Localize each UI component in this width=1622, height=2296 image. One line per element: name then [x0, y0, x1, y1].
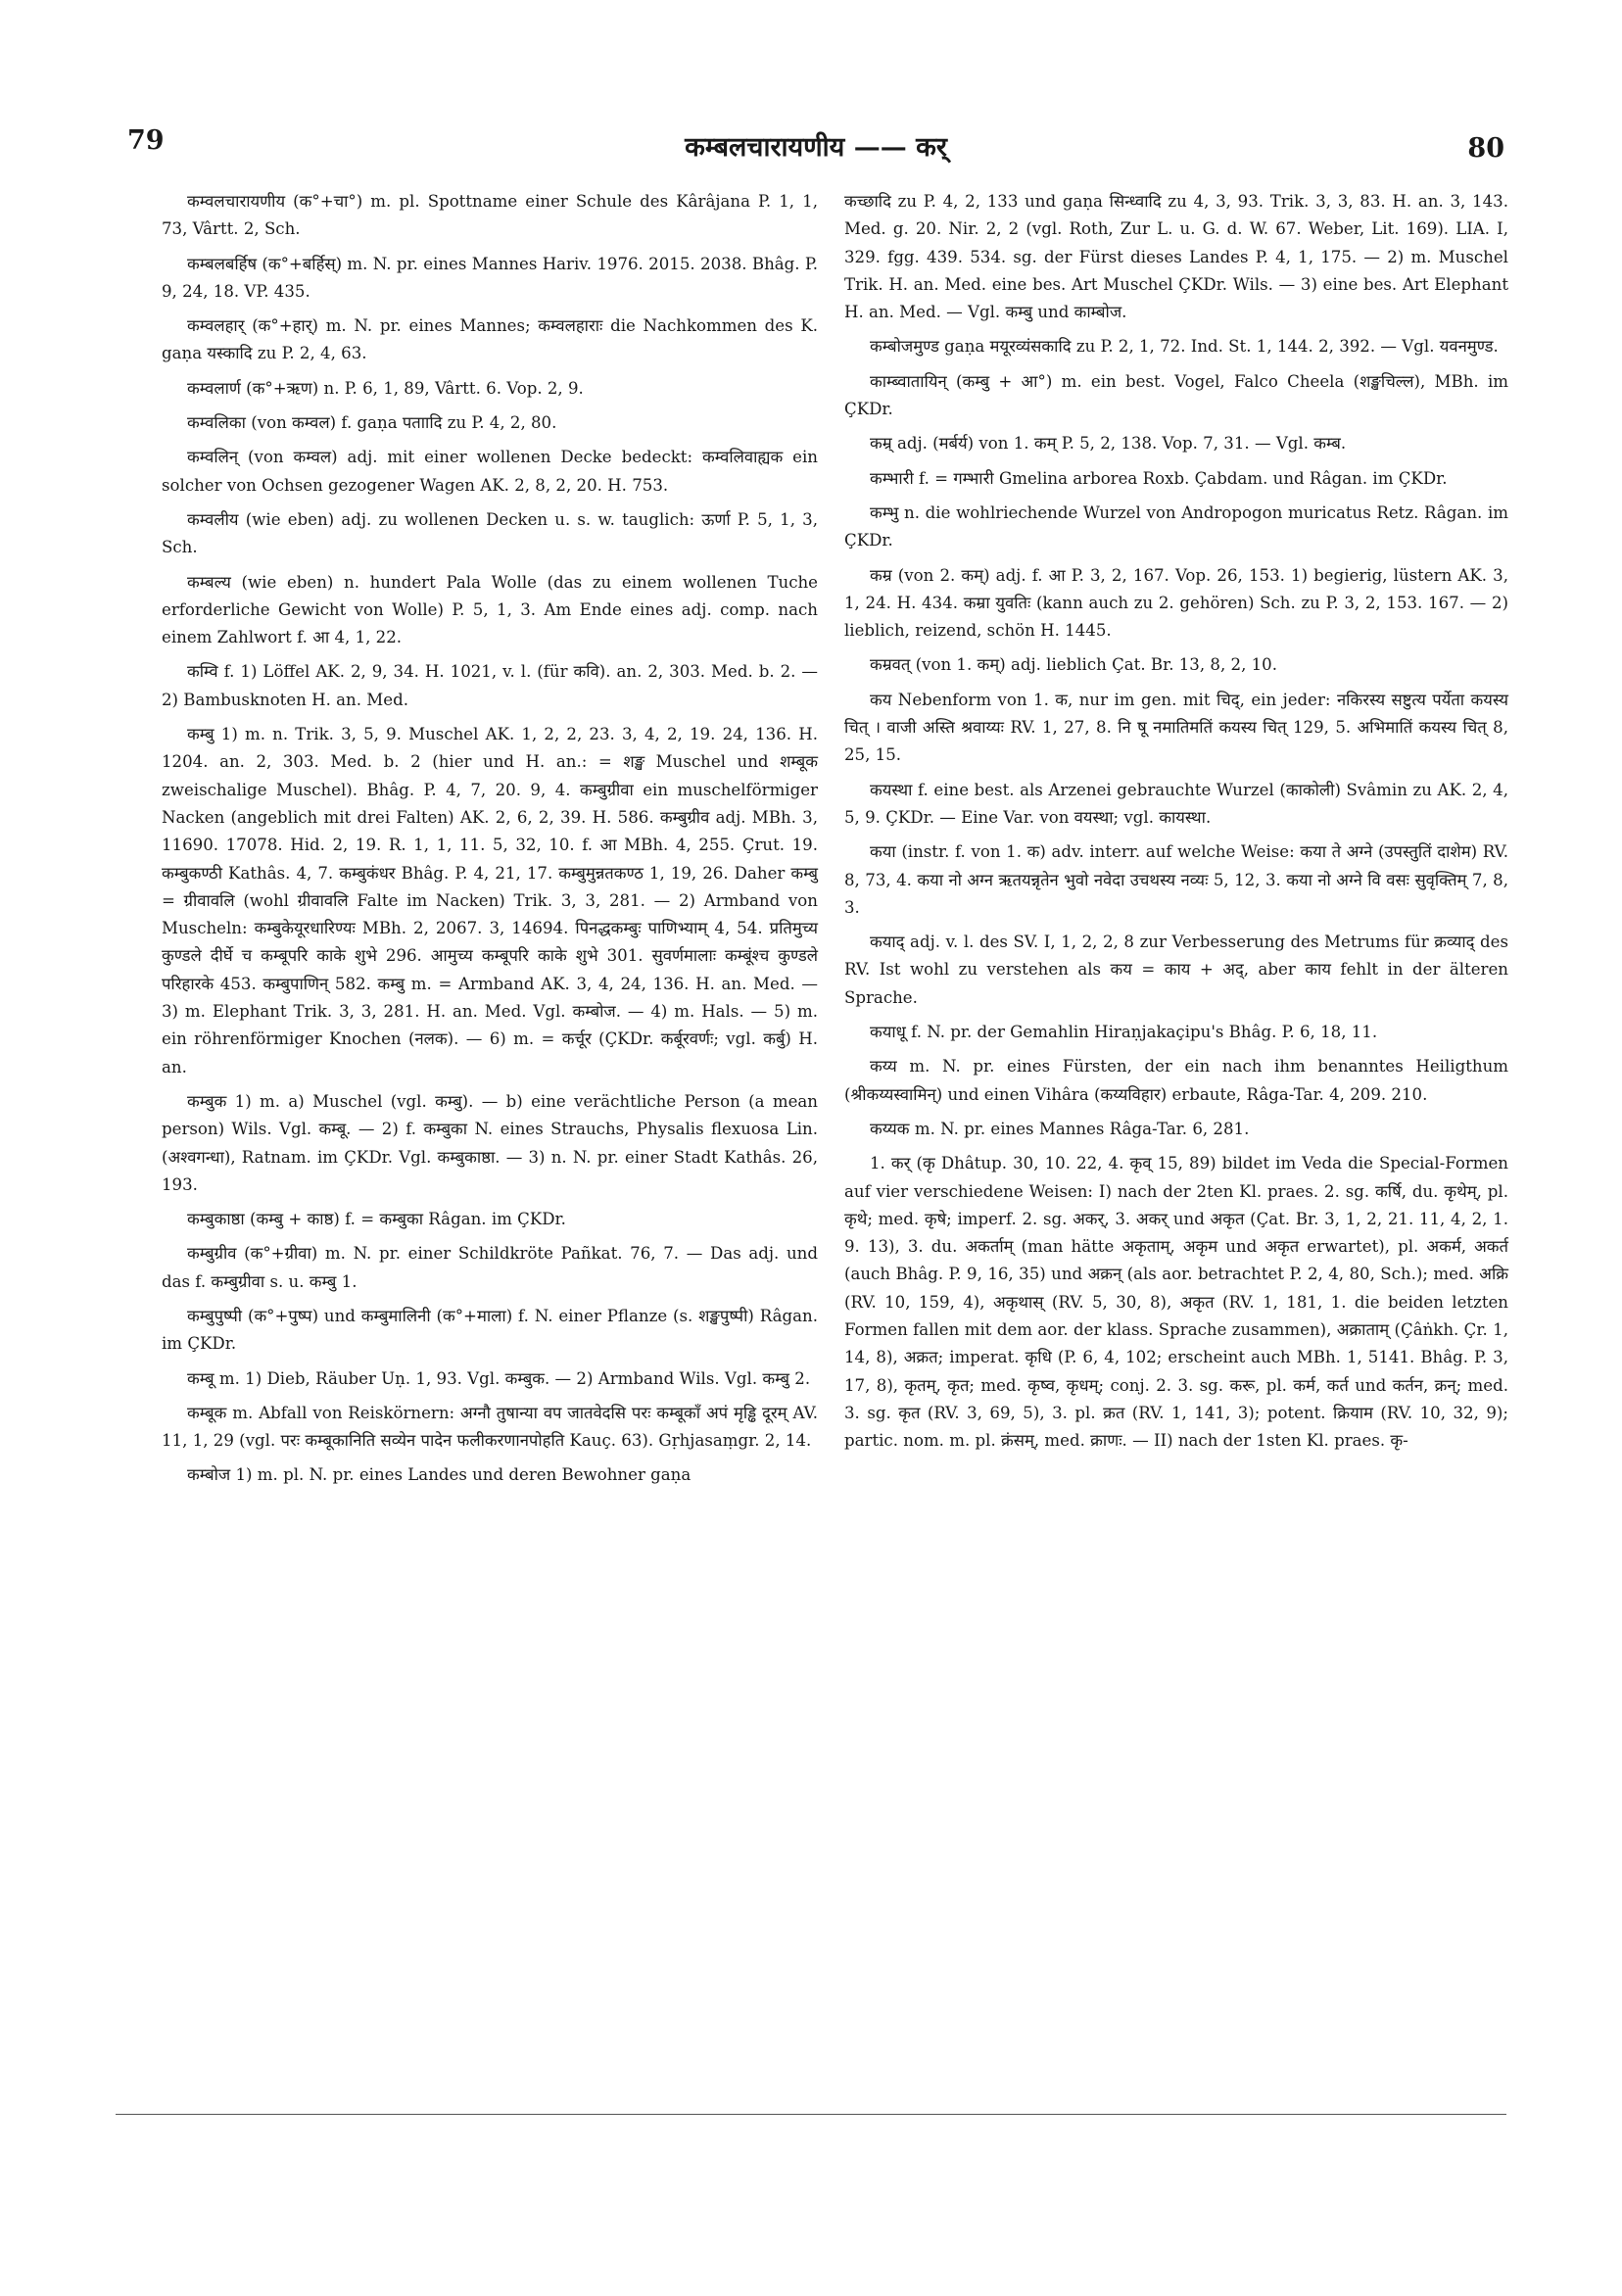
dictionary-entry: काम्ब्वातायिन् (कम्बु + आ°) m. ein best. Vogel, Falco Cheela (शङ्खचिल्ल), MBh. im ÇKDr. [844, 371, 1508, 419]
dictionary-entry: कम्बल्य (wie eben) n. hundert Pala Wolle (das zu einem wollenen Tuche erforderliche Gewicht von Wolle) P. 5, 1, 3. Am Ende eines adj. comp. nach einem Zahlwort f. आ 4, 1, 22. [162, 572, 818, 647]
page-bottom-rule [116, 2114, 1506, 2115]
dictionary-entry: कम्रवत् (von 1. कम्) adj. lieblich Çat. Br. 13, 8, 2, 10. [870, 655, 1278, 675]
dictionary-entry: कम्वलीय (wie eben) adj. zu wollenen Decken u. s. w. tauglich: ऊर्णा P. 5, 1, 3, Sch. [162, 509, 818, 557]
dictionary-entry: कयाधू f. N. pr. der Gemahlin Hiraṇjakaçipu's Bhâg. P. 6, 18, 11. [870, 1023, 1378, 1042]
dictionary-entry: कम्बोजमुण्ड gaṇa मयूरव्यंसकादि zu P. 2, 1, 72. Ind. St. 1, 144. 2, 392. — Vgl. यवनमुण्ड. [870, 337, 1499, 357]
page-number-right: 80 [1467, 133, 1504, 164]
dictionary-entry: कय Nebenform von 1. क, nur im gen. mit चिद्, ein jeder: नकिरस्य सष्टुत्य पर्येता कयस्य चित् । वाजी अस्ति श्रवाय्यः RV. 1, 27, 8. नि षू नमातिमतिं कयस्य चित् 129, 5. अभिमातिं कयस्य चित् 8, 25, 15. [844, 690, 1508, 765]
dictionary-entry-continuation: कच्छादि zu P. 4, 2, 133 und gaṇa सिन्ध्वादि zu 4, 3, 93. Trik. 3, 3, 83. H. an. 3, 143. Med. g. 20. Nir. 2, 2 (vgl. Roth, Zur L. u. G. d. W. 67. Weber, Lit. 169). LIA. I, 329. fgg. 439. 534. sg. der Fürst dieses Landes P. 4, 1, 175. — 2) m. Muschel Trik. H. an. Med. eine bes. Art Muschel ÇKDr. Wils. — 3) eine bes. Art Elephant H. an. Med. — Vgl. कम्बु und काम्बोज. [844, 192, 1508, 322]
dictionary-entry: कया (instr. f. von 1. क) adv. interr. auf welche Weise: कया ते अग्ने (उपस्तुतिं दाशेम) RV. 8, 73, 4. कया नो अग्न ऋतयन्नृतेन भुवो नवेदा उचथस्य नव्यः 5, 12, 3. कया नो अग्ने वि वसः सुवृक्तिम् 7, 8, 3. [844, 842, 1508, 917]
dictionary-entry: कम्बुपुष्पी (क°+पुष्प) und कम्बुमालिनी (क°+माला) f. N. einer Pflanze (s. शङ्खपुष्पी) Râgan. im ÇKDr. [162, 1306, 818, 1354]
dictionary-entry: कम्बू m. 1) Dieb, Räuber Uṇ. 1, 93. Vgl. कम्बुक. — 2) Armband Wils. Vgl. कम्बु 2. [187, 1368, 811, 1388]
dictionary-entry: कय्यक m. N. pr. eines Mannes Râga-Tar. 6, 281. [870, 1119, 1250, 1138]
dictionary-entry: कम्बुग्रीव (क°+ग्रीवा) m. N. pr. einer Schildkröte Pañkat. 76, 7. — Das adj. und das f. कम्बुग्रीवा s. u. कम्बु 1. [162, 1244, 818, 1291]
dictionary-entry: कम्वि f. 1) Löffel AK. 2, 9, 34. H. 1021, v. l. (für कवि). an. 2, 303. Med. b. 2. — 2) Bambusknoten H. an. Med. [162, 662, 818, 709]
right-column [844, 188, 1508, 1455]
dictionary-entry: कम्बुकाष्ठा (कम्बु + काष्ठ) f. = कम्बुका Râgan. im ÇKDr. [187, 1210, 566, 1229]
dictionary-entry: कयाद् adj. v. l. des SV. I, 1, 2, 2, 8 zur Verbesserung des Metrums für क्रव्याद् des RV. Ist wohl zu verstehen als कय = काय + अद्, aber काय fehlt in der älteren Sprache. [844, 933, 1508, 1007]
dictionary-entry: कम्वलिन् (von कम्वल) adj. mit einer wollenen Decke bedeckt: कम्वलिवाह्यक ein solcher von Ochsen gezogener Wagen AK. 2, 8, 2, 20. H. 753. [162, 448, 818, 495]
running-title: कम्बलचारायणीय —— कर् [685, 132, 947, 163]
dictionary-entry: कम्भु n. die wohlriechende Wurzel von Andropogon muricatus Retz. Râgan. im ÇKDr. [844, 502, 1508, 550]
dictionary-entry: 1. कर् (कृ Dhâtup. 30, 10. 22, 4. कृव् 15, 89) bildet im Veda die Special-Formen auf vier verschiedene Weisen: I) nach der 2ten Kl. praes. 2. sg. कर्षि, du. कृथेम्, pl. कृथे; med. कृषे; imperf. 2. sg. अकर्, 3. अकर् und अकृत (Çat. Br. 3, 1, 2, 21. 11, 4, 2, 1. 9. 13), 3. du. अकर्ताम् (man hätte अकृताम्, अकृम und अकृत erwartet), pl. अकर्म, अकर्त (auch Bhâg. P. 9, 16, 35) und अक्रन् (als aor. betrachtet P. 2, 4, 80, Sch.); med. अक्रि (RV. 10, 159, 4), अकृथास् (RV. 5, 30, 8), अकृत (RV. 1, 181, 1. die beiden letzten Formen fallen mit dem aor. der klass. Sprache zusammen), अक्राताम् (Çâṅkh. Çr. 1, 14, 8), अक्रत; imperat. कृधि (P. 6, 4, 102; erscheint auch MBh. 1, 5141. Bhâg. P. 3, 17, 8), कृतम्, कृत; med. कृष्व, कृधम्; conj. 2. 3. sg. करू, pl. कर्म, कर्त und कर्तन, क्रन्; med. 3. sg. कृत (RV. 3, 69, 5), 3. pl. क्रत (RV. 1, 141, 3); potent. क्रियाम (RV. 10, 32, 9); partic. nom. m. pl. क्रंसम्, med. क्राणः. — II) nach der 1sten Kl. praes. कृ- [844, 1154, 1508, 1451]
dictionary-entry: कय्य m. N. pr. eines Fürsten, der ein nach ihm benanntes Heiligthum (श्रीकय्यस्वामिन्) und einen Vihâra (कय्यविहार) erbaute, Râga-Tar. 4, 209. 210. [844, 1057, 1508, 1104]
dictionary-entry: कम्वलार्ण (क°+ऋण) n. P. 6, 1, 89, Vârtt. 6. Vop. 2, 9. [187, 378, 584, 398]
dictionary-entry: कम्र (von 2. कम्) adj. f. आ P. 3, 2, 167. Vop. 26, 153. 1) begierig, lüstern AK. 3, 1, 24. H. 434. कम्रा युवतिः (kann auch zu 2. gehören) Sch. zu P. 3, 2, 153. 167. — 2) lieblich, reizend, schön H. 1445. [844, 565, 1508, 641]
page-number-left: 79 [127, 125, 165, 156]
dictionary-entry: कम्बूक m. Abfall von Reiskörnern: अग्नौ तुषान्या वप जातवेदसि परः कम्बूकाँ अपं मृड्ढि दूरम् AV. 11, 1, 29 (vgl. परः कम्बूकानिति सव्येन पादेन फलीकरणानपोहति Kauç. 63). Gṛhjasaṃgr. 2, 14. [162, 1403, 818, 1451]
dictionary-entry: कम्वलिका (von कम्वल) f. gaṇa पताादि zu P. 4, 2, 80. [187, 413, 557, 433]
page-header [127, 125, 1504, 172]
dictionary-entry: कम्वलचारायणीय (क°+चा°) m. pl. Spottname einer Schule des Kârâjana P. 1, 1, 73, Vârtt. 2, Sch. [162, 192, 818, 239]
dictionary-entry: कम्बु 1) m. n. Trik. 3, 5, 9. Muschel AK. 1, 2, 2, 23. 3, 4, 2, 19. 24, 136. H. 1204. an. 2, 303. Med. b. 2 (hier und H. an.: = शङ्ख Muschel und शम्बूक zweischalige Muschel). Bhâg. P. 4, 7, 20. 9, 4. कम्बुग्रीवा ein muschelförmiger Nacken (angeblich mit drei Falten) AK. 2, 6, 2, 39. H. 586. कम्बुग्रीव adj. MBh. 3, 11690. 17078. Hid. 2, 19. R. 1, 1, 11. 5, 32, 10. f. आ MBh. 4, 255. Çrut. 19. कम्बुकण्ठी Kathâs. 4, 7. कम्बुकंधर Bhâg. P. 4, 21, 17. कम्बुमुन्नतकण्ठ 1, 19, 26. Daher कम्बु = ग्रीवावलि (wohl ग्रीवावलि Falte im Nacken) Trik. 3, 3, 281. — 2) Armband von Muscheln: कम्बुकेयूरधारिण्यः MBh. 2, 2067. 3, 14694. पिनद्धकम्बुः पाणिभ्याम् 4, 54. प्रतिमुच्य कुण्डले दीर्घे च कम्बूपरि काके शुभे 296. आमुच्य कम्बूपरि काके शुभे 301. सुवर्णमालाः कम्बूंश्च कुण्डले परिहारके 453. कम्बुपाणिन् 582. कम्बु m. = Armband AK. 3, 4, 24, 136. H. an. Med. — 3) m. Elephant Trik. 3, 3, 281. H. an. Med. Vgl. कम्बोज. — 4) m. Hals. — 5) m. ein röhrenförmiger Knochen (नलक). — 6) m. = कर्चूर (ÇKDr. कर्बूरवर्णः; vgl. कर्बु) H. an. [162, 725, 818, 1076]
dictionary-entry: कम्बुक 1) m. a) Muschel (vgl. कम्बु). — b) eine verächtliche Person (a mean person) Wils. Vgl. कम्बू. — 2) f. कम्बुका N. eines Strauchs, Physalis flexuosa Lin. (अश्वगन्धा), Ratnam. im ÇKDr. Vgl. कम्बुकाष्ठा. — 3) n. N. pr. einer Stadt Kathâs. 26, 193. [162, 1091, 818, 1194]
dictionary-entry: कम्र् adj. (मर्बर्य) von 1. कम् P. 5, 2, 138. Vop. 7, 31. — Vgl. कम्ब. [870, 434, 1347, 454]
dictionary-entry: कम्बोज 1) m. pl. N. pr. eines Landes und deren Bewohner gaṇa [187, 1465, 692, 1485]
dictionary-entry: कयस्था f. eine best. als Arzenei gebrauchte Wurzel (काकोली) Svâmin zu AK. 2, 4, 5, 9. ÇKDr. — Eine Var. von वयस्था; vgl. कायस्था. [844, 780, 1508, 827]
dictionary-entry: कम्भारी f. = गम्भारी Gmelina arborea Roxb. Çabdam. und Râgan. im ÇKDr. [870, 468, 1448, 488]
left-column [162, 188, 818, 1490]
dictionary-entry: कम्बलबर्हिष (क°+बर्हिस्) m. N. pr. eines Mannes Hariv. 1976. 2015. 2038. Bhâg. P. 9, 24, 18. VP. 435. [162, 254, 818, 301]
dictionary-entry: कम्वलहार् (क°+हार्) m. N. pr. eines Mannes; कम्वलहाराः die Nachkommen des K. gaṇa यस्कादि zu P. 2, 4, 63. [162, 316, 818, 363]
